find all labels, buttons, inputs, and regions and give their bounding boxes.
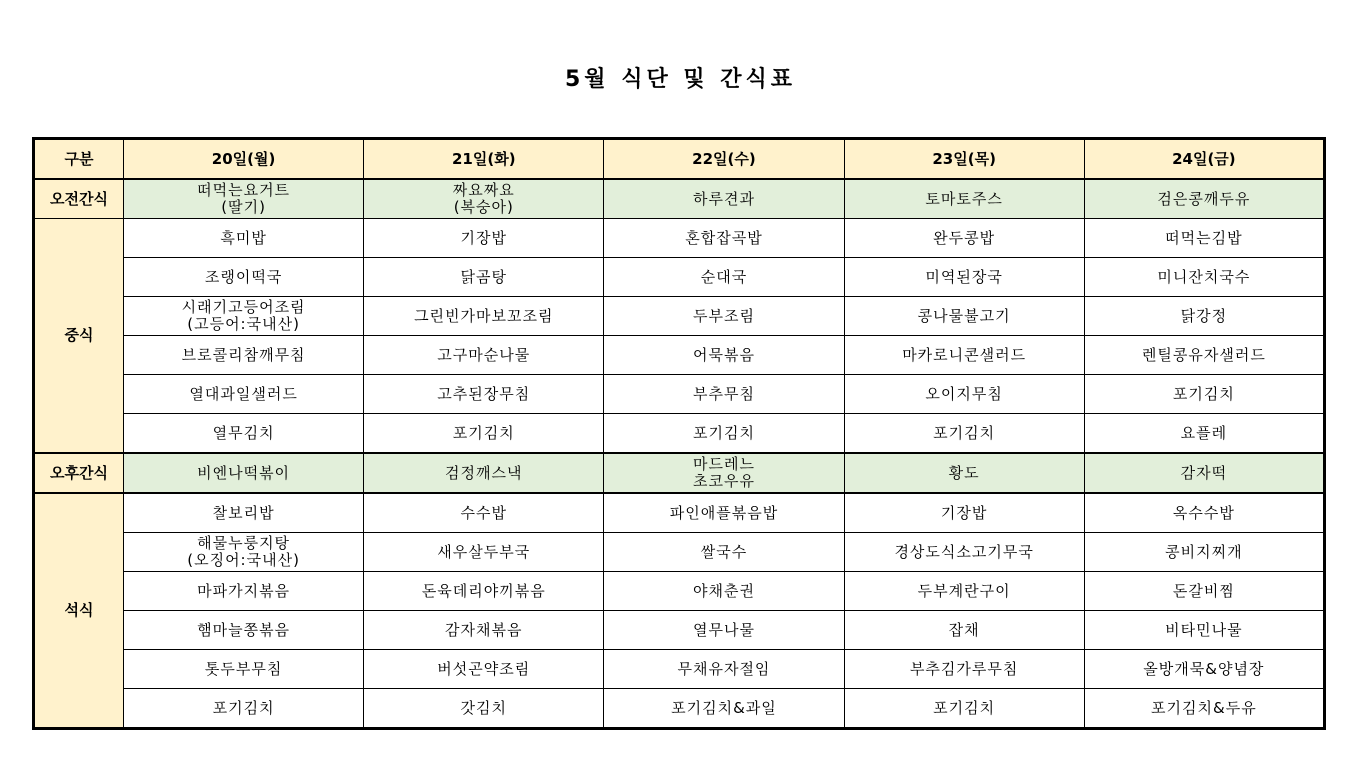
dinner-row <box>34 650 1325 689</box>
menu-cell: 갓김치 <box>364 689 604 729</box>
header-day: 21일(화) <box>364 139 604 180</box>
menu-cell: 감자채볶음 <box>364 611 604 650</box>
lunch-row <box>34 297 1325 336</box>
menu-cell: 기장밥 <box>364 219 604 258</box>
header-day: 23일(목) <box>844 139 1084 180</box>
menu-cell: 미역된장국 <box>844 258 1084 297</box>
menu-cell: 마파가지볶음 <box>124 572 364 611</box>
menu-cell: 오이지무침 <box>844 375 1084 414</box>
menu-cell: 비타민나물 <box>1084 611 1324 650</box>
lunch-row <box>34 375 1325 414</box>
menu-cell: 찰보리밥 <box>124 493 364 533</box>
menu-cell: 톳두부무침 <box>124 650 364 689</box>
menu-cell: 요플레 <box>1084 414 1324 454</box>
menu-cell: 돈갈비찜 <box>1084 572 1324 611</box>
afternoon-snack-row <box>34 453 1325 493</box>
lunch-row <box>34 414 1325 454</box>
menu-cell: 버섯곤약조림 <box>364 650 604 689</box>
menu-cell: 올방개묵&양념장 <box>1084 650 1324 689</box>
menu-cell: 닭곰탕 <box>364 258 604 297</box>
menu-cell: 파인애플볶음밥 <box>604 493 844 533</box>
menu-cell: 짜요짜요 (복숭아) <box>364 179 604 219</box>
menu-cell: 열무나물 <box>604 611 844 650</box>
menu-cell: 해물누룽지탕 (오징어:국내산) <box>124 533 364 572</box>
menu-cell: 토마토주스 <box>844 179 1084 219</box>
dinner-row <box>34 611 1325 650</box>
menu-cell: 부추김가루무침 <box>844 650 1084 689</box>
menu-cell: 포기김치 <box>1084 375 1324 414</box>
menu-cell: 고추된장무침 <box>364 375 604 414</box>
menu-cell: 쌀국수 <box>604 533 844 572</box>
menu-cell: 부추무침 <box>604 375 844 414</box>
menu-cell: 새우살두부국 <box>364 533 604 572</box>
menu-cell: 잡채 <box>844 611 1084 650</box>
header-day: 20일(월) <box>124 139 364 180</box>
menu-cell: 혼합잡곡밥 <box>604 219 844 258</box>
category-label: 석식 <box>34 493 124 729</box>
menu-cell: 콩나물불고기 <box>844 297 1084 336</box>
header-row <box>34 139 1325 180</box>
menu-cell: 브로콜리참깨무침 <box>124 336 364 375</box>
lunch-row <box>34 336 1325 375</box>
menu-cell: 조랭이떡국 <box>124 258 364 297</box>
menu-cell: 무채유자절임 <box>604 650 844 689</box>
menu-cell: 순대국 <box>604 258 844 297</box>
menu-cell: 렌틸콩유자샐러드 <box>1084 336 1324 375</box>
menu-cell: 그린빈가마보꼬조림 <box>364 297 604 336</box>
menu-cell: 햄마늘쫑볶음 <box>124 611 364 650</box>
page-title: 5월 식단 및 간식표 <box>564 67 797 92</box>
menu-cell: 흑미밥 <box>124 219 364 258</box>
category-label: 오전간식 <box>34 179 124 219</box>
menu-cell: 포기김치 <box>844 414 1084 454</box>
menu-cell: 야채춘권 <box>604 572 844 611</box>
menu-cell: 옥수수밥 <box>1084 493 1324 533</box>
menu-cell: 마드레느 초코우유 <box>604 453 844 493</box>
category-label: 오후간식 <box>34 453 124 493</box>
menu-cell: 콩비지찌개 <box>1084 533 1324 572</box>
menu-cell: 비엔나떡볶이 <box>124 453 364 493</box>
menu-cell: 두부조림 <box>604 297 844 336</box>
menu-cell: 돈육데리야끼볶음 <box>364 572 604 611</box>
menu-cell: 어묵볶음 <box>604 336 844 375</box>
menu-cell: 수수밥 <box>364 493 604 533</box>
menu-cell: 고구마순나물 <box>364 336 604 375</box>
menu-cell: 포기김치 <box>844 689 1084 729</box>
dinner-row <box>34 533 1325 572</box>
menu-cell: 하루견과 <box>604 179 844 219</box>
lunch-row <box>34 219 1325 258</box>
header-day: 22일(수) <box>604 139 844 180</box>
category-label: 중식 <box>34 219 124 454</box>
meal-table <box>32 137 1326 730</box>
dinner-row <box>34 493 1325 533</box>
lunch-row <box>34 258 1325 297</box>
menu-cell: 닭강정 <box>1084 297 1324 336</box>
morning-snack-row <box>34 179 1325 219</box>
menu-cell: 포기김치 <box>124 689 364 729</box>
menu-cell: 포기김치 <box>364 414 604 454</box>
dinner-row <box>34 689 1325 729</box>
menu-cell: 포기김치&과일 <box>604 689 844 729</box>
menu-cell: 두부계란구이 <box>844 572 1084 611</box>
header-day: 24일(금) <box>1084 139 1324 180</box>
menu-cell: 마카로니콘샐러드 <box>844 336 1084 375</box>
menu-cell: 포기김치 <box>604 414 844 454</box>
menu-cell: 검은콩깨두유 <box>1084 179 1324 219</box>
menu-cell: 떠먹는요거트 (딸기) <box>124 179 364 219</box>
menu-cell: 완두콩밥 <box>844 219 1084 258</box>
menu-cell: 열대과일샐러드 <box>124 375 364 414</box>
menu-cell: 경상도식소고기무국 <box>844 533 1084 572</box>
menu-cell: 열무김치 <box>124 414 364 454</box>
menu-cell: 시래기고등어조림 (고등어:국내산) <box>124 297 364 336</box>
menu-cell: 황도 <box>844 453 1084 493</box>
menu-cell: 검정깨스낵 <box>364 453 604 493</box>
menu-cell: 포기김치&두유 <box>1084 689 1324 729</box>
header-category: 구분 <box>34 139 124 180</box>
menu-cell: 미니잔치국수 <box>1084 258 1324 297</box>
menu-cell: 떠먹는김밥 <box>1084 219 1324 258</box>
dinner-row <box>34 572 1325 611</box>
menu-cell: 기장밥 <box>844 493 1084 533</box>
menu-cell: 감자떡 <box>1084 453 1324 493</box>
